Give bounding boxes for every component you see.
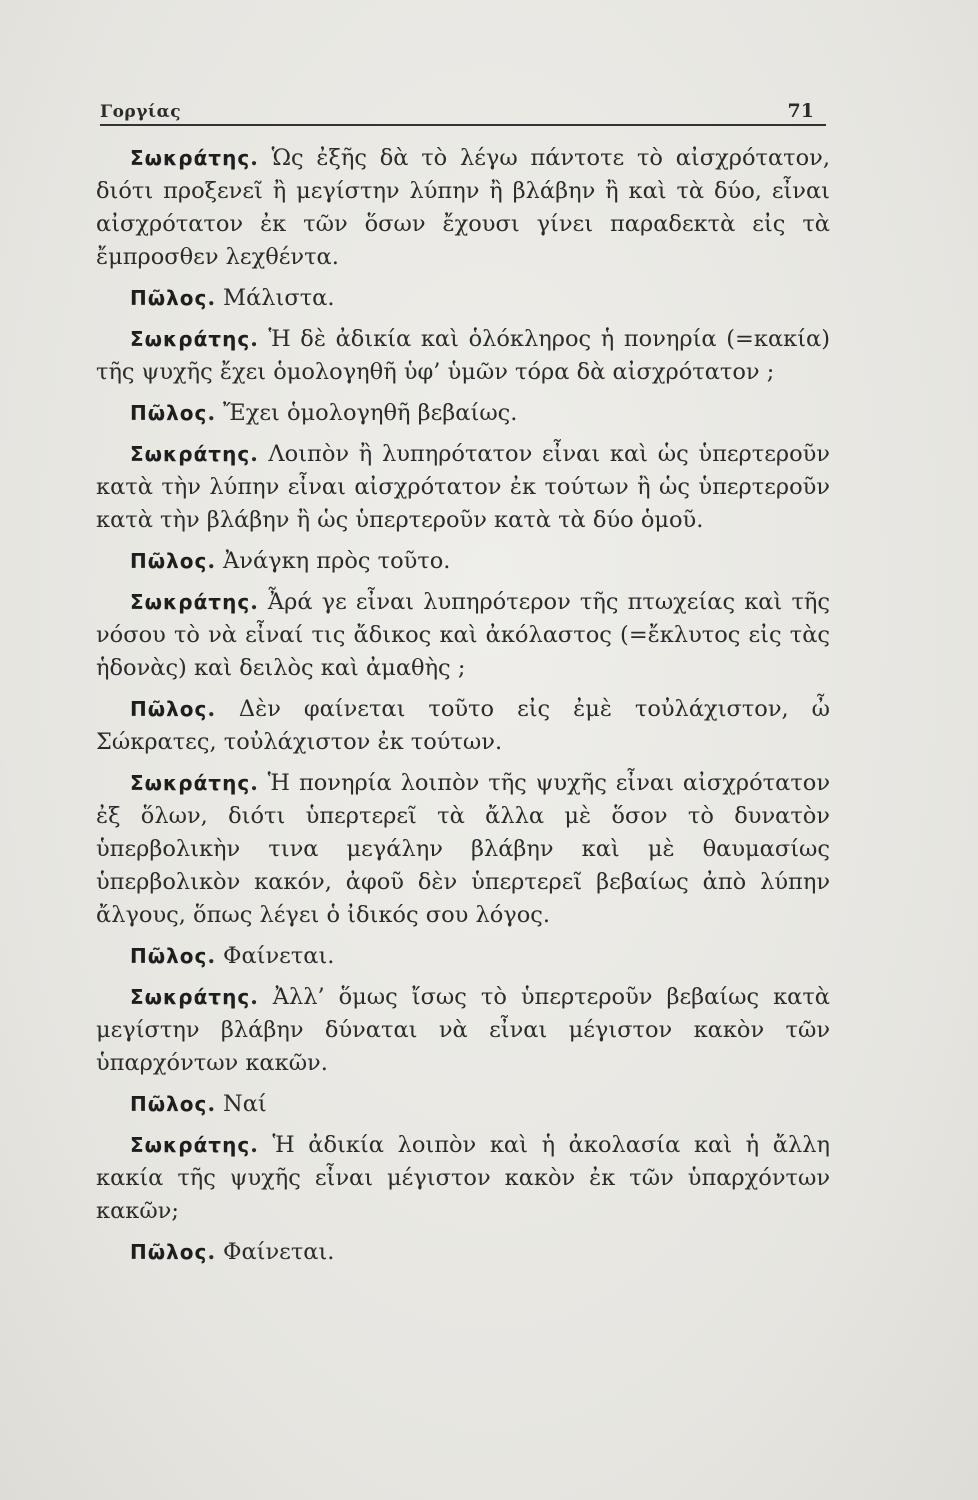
speaker-name: Σωκράτης	[130, 146, 251, 170]
speech-14: Πῶλος. Φαίνεται.	[130, 1239, 335, 1265]
speech-2: Πῶλος. Μάλιστα.	[130, 285, 335, 311]
speaker-name: Σωκράτης	[130, 1133, 251, 1157]
speech-11: Σωκράτης. Ἀλλ’ ὅμως ἴσως τὸ ὑπερτεροῦν βεβαίως κατὰ μεγίστην βλάβην δύναται νὰ εἶναι μέγιστον κακὸν τῶν ὑπαρχόντων κακῶν.	[96, 984, 830, 1076]
speaker-name: Πῶλος	[130, 1092, 208, 1116]
speech-text: Ἆρά γε εἶναι λυπηρότερον τῆς πτωχείας καὶ τῆς νόσου τὸ νὰ εἶναί τις ἄδικος καὶ ἀκόλαστος (=ἔκλυτος εἰς τὰς ἡδονὰς) καὶ δειλὸς καὶ ἀμαθὴς ;	[96, 589, 830, 681]
speech-text: Ἡ πονηρία λοιπὸν τῆς ψυχῆς εἶναι αἰσχρότατον ἐξ ὅλων, διότι ὑπερτερεῖ τὰ ἄλλα μὲ ὅσον τὸ δυνατὸν ὑπερβολικὴν τινα μεγάλην βλάβην καὶ μὲ θαυμασίως ὑπερβολικὸν κακόν, ἀφοῦ δὲν ὑπερτερεῖ βεβαίως ἀπὸ λύπην ἄλγους, ὅπως λέγει ὁ ἰδικός σου λόγος.	[96, 770, 830, 928]
speech-text: Ἡ δὲ ἀδικία καὶ ὁλόκληρος ἡ πονηρία (=κακία) τῆς ψυχῆς ἔχει ὁμολογηθῆ ὑφ’ ὑμῶν τόρα δὰ αἰσχρότατον ;	[96, 326, 831, 385]
speech-1: Σωκράτης. Ὡς ἐξῆς δὰ τὸ λέγω πάντοτε τὸ αἰσχρότατον, διότι προξενεῖ ἢ μεγίστην λύπην ἢ βλάβην ἢ καὶ τὰ δύο, εἶναι αἰσχρότατον ἐκ τῶν ὅσων ἔχουσι γίνει παραδεκτὰ εἰς τὰ ἔμπροσθεν λεχθέντα.	[96, 145, 830, 270]
speech-text: Ἔχει ὁμολογηθῆ βεβαίως.	[223, 400, 518, 426]
speaker-name: Πῶλος	[130, 401, 208, 425]
speaker-name: Πῶλος	[130, 944, 208, 968]
speaker-name: Πῶλος	[130, 1240, 208, 1264]
speaker-name: Πῶλος	[130, 697, 208, 721]
speech-text: Φαίνεται.	[223, 1239, 335, 1265]
speaker-name: Σωκράτης	[130, 442, 251, 466]
dialogue-text	[96, 142, 830, 1277]
speech-text: Ἀλλ’ ὅμως ἴσως τὸ ὑπερτεροῦν βεβαίως κατὰ μεγίστην βλάβην δύναται νὰ εἶναι μέγιστον κακὸν τῶν ὑπαρχόντων κακῶν.	[96, 984, 830, 1076]
speech-text: Ναί	[223, 1091, 267, 1117]
speech-3: Σωκράτης. Ἡ δὲ ἀδικία καὶ ὁλόκληρος ἡ πονηρία (=κακία) τῆς ψυχῆς ἔχει ὁμολογηθῆ ὑφ’ ὑμῶν τόρα δὰ αἰσχρότατον ;	[96, 326, 831, 385]
speech-text: Δὲν φαίνεται τοῦτο εἰς ἐμὲ τοὐλάχιστον, ὦ Σώκρατες, τοὐλάχιστον ἐκ τούτων.	[96, 696, 830, 755]
running-head-title: Γοργίας	[100, 102, 182, 122]
speech-13: Σωκράτης. Ἡ ἀδικία λοιπὸν καὶ ἡ ἀκολασία καὶ ἡ ἄλλη κακία τῆς ψυχῆς εἶναι μέγιστον κακὸν ἐκ τῶν ὑπαρχόντων κακῶν;	[96, 1132, 830, 1224]
speech-8: Πῶλος. Δὲν φαίνεται τοῦτο εἰς ἐμὲ τοὐλάχιστον, ὦ Σώκρατες, τοὐλάχιστον ἐκ τούτων.	[96, 696, 830, 755]
speech-4: Πῶλος. Ἔχει ὁμολογηθῆ βεβαίως.	[130, 400, 518, 426]
speech-text: Ὡς ἐξῆς δὰ τὸ λέγω πάντοτε τὸ αἰσχρότατον, διότι προξενεῖ ἢ μεγίστην λύπην ἢ βλάβην ἢ καὶ τὰ δύο, εἶναι αἰσχρότατον ἐκ τῶν ὅσων ἔχουσι γίνει παραδεκτὰ εἰς τὰ ἔμπροσθεν λεχθέντα.	[96, 145, 830, 270]
speech-12: Πῶλος. Ναί	[130, 1091, 267, 1117]
speech-5: Σωκράτης. Λοιπὸν ἢ λυπηρότατον εἶναι καὶ ὡς ὑπερτεροῦν κατὰ τὴν λύπην εἶναι αἰσχρότατον ἐκ τούτων ἢ ὡς ὑπερτεροῦν κατὰ τὴν βλάβην ἢ ὡς ὑπερτεροῦν κατὰ τὰ δύο ὁμοῦ.	[96, 441, 830, 533]
speech-text: Λοιπὸν ἢ λυπηρότατον εἶναι καὶ ὡς ὑπερτεροῦν κατὰ τὴν λύπην εἶναι αἰσχρότατον ἐκ τούτων ἢ ὡς ὑπερτεροῦν κατὰ τὴν βλάβην ἢ ὡς ὑπερτεροῦν κατὰ τὰ δύο ὁμοῦ.	[96, 441, 830, 533]
speech-6: Πῶλος. Ἀνάγκη πρὸς τοῦτο.	[130, 548, 451, 574]
speech-10: Πῶλος. Φαίνεται.	[130, 943, 335, 969]
page-number: 71	[787, 100, 814, 122]
speech-9: Σωκράτης. Ἡ πονηρία λοιπὸν τῆς ψυχῆς εἶναι αἰσχρότατον ἐξ ὅλων, διότι ὑπερτερεῖ τὰ ἄλλα μὲ ὅσον τὸ δυνατὸν ὑπερβολικὴν τινα μεγάλην βλάβην καὶ μὲ θαυμασίως ὑπερβολικὸν κακόν, ἀφοῦ δὲν ὑπερτερεῖ βεβαίως ἀπὸ λύπην ἄλγους, ὅπως λέγει ὁ ἰδικός σου λόγος.	[96, 770, 830, 928]
speaker-name: Σωκράτης	[130, 590, 251, 614]
speech-text: Ἀνάγκη πρὸς τοῦτο.	[223, 548, 451, 574]
speaker-name: Σωκράτης	[130, 985, 251, 1009]
running-head	[100, 96, 826, 126]
speaker-name: Πῶλος	[130, 549, 208, 573]
speech-text: Ἡ ἀδικία λοιπὸν καὶ ἡ ἀκολασία καὶ ἡ ἄλλη κακία τῆς ψυχῆς εἶναι μέγιστον κακὸν ἐκ τῶν ὑπαρχόντων κακῶν;	[96, 1132, 830, 1224]
speaker-name: Σωκράτης	[130, 327, 251, 351]
speaker-name: Πῶλος	[130, 286, 208, 310]
speech-7: Σωκράτης. Ἆρά γε εἶναι λυπηρότερον τῆς πτωχείας καὶ τῆς νόσου τὸ νὰ εἶναί τις ἄδικος καὶ ἀκόλαστος (=ἔκλυτος εἰς τὰς ἡδονὰς) καὶ δειλὸς καὶ ἀμαθὴς ;	[96, 589, 830, 681]
speech-text: Φαίνεται.	[223, 943, 335, 969]
speaker-name: Σωκράτης	[130, 771, 251, 795]
speech-text: Μάλιστα.	[223, 285, 335, 311]
